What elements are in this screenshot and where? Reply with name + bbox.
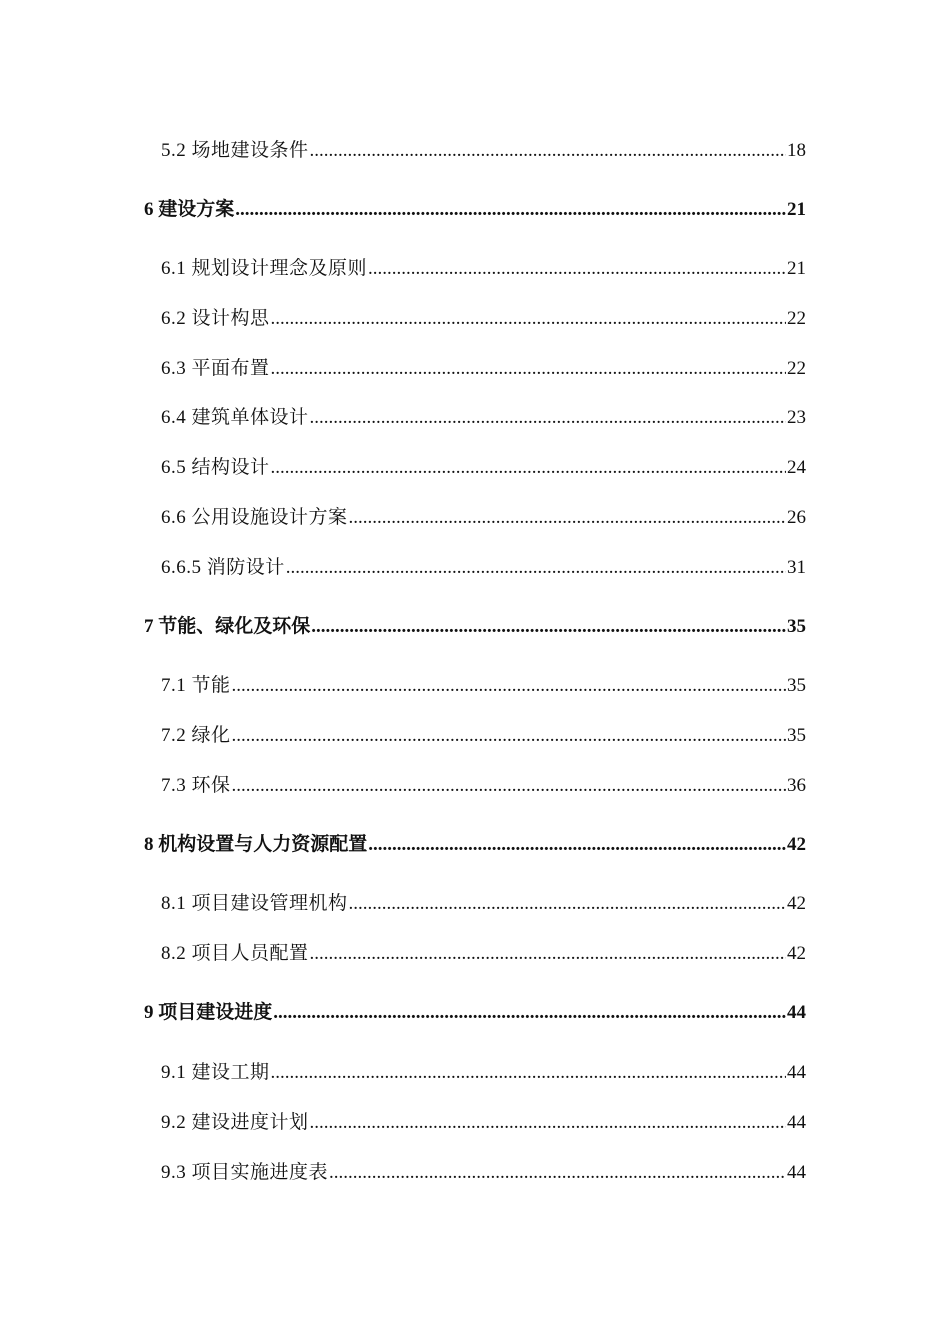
toc-entry-7-3[interactable] bbox=[161, 773, 806, 799]
dot-leader bbox=[329, 1160, 786, 1186]
dot-leader bbox=[273, 1000, 786, 1026]
toc-entry-7-1[interactable] bbox=[161, 673, 806, 699]
toc-entry-page: 23 bbox=[787, 407, 806, 428]
toc-entry-title: 6.3 平面布置 bbox=[161, 358, 270, 379]
toc-entry-title: 9.1 建设工期 bbox=[161, 1062, 270, 1083]
dot-leader bbox=[271, 455, 786, 481]
toc-entry-page: 44 bbox=[787, 1062, 806, 1083]
toc-entry-title: 7 节能、绿化及环保 bbox=[144, 616, 311, 637]
toc-entry-page: 24 bbox=[787, 457, 806, 478]
toc-entry-title: 9 项目建设进度 bbox=[144, 1002, 273, 1023]
toc-entry-6-6[interactable] bbox=[161, 505, 806, 531]
toc-entry-6-3[interactable] bbox=[161, 356, 806, 382]
toc-entry-9-3[interactable] bbox=[161, 1160, 806, 1186]
dot-leader bbox=[310, 138, 786, 164]
dot-leader bbox=[310, 405, 786, 431]
toc-entry-page: 44 bbox=[787, 1002, 806, 1023]
toc-entry-6-1[interactable] bbox=[161, 256, 806, 282]
toc-entry-title: 8 机构设置与人力资源配置 bbox=[144, 834, 368, 855]
toc-entry-page: 18 bbox=[787, 140, 806, 161]
toc-chapter-9[interactable] bbox=[144, 1000, 806, 1026]
toc-entry-title: 6 建设方案 bbox=[144, 199, 235, 220]
toc-entry-6-6-5[interactable] bbox=[161, 555, 806, 581]
dot-leader bbox=[232, 673, 786, 699]
toc-entry-page: 22 bbox=[787, 358, 806, 379]
toc-entry-page: 42 bbox=[787, 893, 806, 914]
dot-leader bbox=[235, 197, 786, 223]
toc-entry-page: 36 bbox=[787, 775, 806, 796]
toc-entry-title: 6.6.5 消防设计 bbox=[161, 557, 285, 578]
dot-leader bbox=[232, 723, 786, 749]
toc-entry-title: 7.3 环保 bbox=[161, 775, 231, 796]
toc-entry-title: 8.2 项目人员配置 bbox=[161, 943, 309, 964]
toc-entry-page: 22 bbox=[787, 308, 806, 329]
toc-entry-6-4[interactable] bbox=[161, 405, 806, 431]
dot-leader bbox=[271, 306, 786, 332]
dot-leader bbox=[368, 832, 786, 858]
toc-entry-8-1[interactable] bbox=[161, 891, 806, 917]
dot-leader bbox=[349, 891, 786, 917]
dot-leader bbox=[271, 356, 786, 382]
toc-entry-title: 7.2 绿化 bbox=[161, 725, 231, 746]
dot-leader bbox=[310, 941, 786, 967]
toc-chapter-6[interactable] bbox=[144, 197, 806, 223]
toc-entry-7-2[interactable] bbox=[161, 723, 806, 749]
dot-leader bbox=[311, 614, 786, 640]
dot-leader bbox=[349, 505, 786, 531]
toc-entry-title: 7.1 节能 bbox=[161, 675, 231, 696]
toc-entry-title: 6.2 设计构思 bbox=[161, 308, 270, 329]
toc-entry-6-2[interactable] bbox=[161, 306, 806, 332]
dot-leader bbox=[310, 1110, 786, 1136]
toc-entry-9-2[interactable] bbox=[161, 1110, 806, 1136]
toc-entry-title: 5.2 场地建设条件 bbox=[161, 140, 309, 161]
dot-leader bbox=[232, 773, 786, 799]
toc-entry-page: 42 bbox=[787, 943, 806, 964]
toc-chapter-8[interactable] bbox=[144, 832, 806, 858]
toc-entry-page: 42 bbox=[787, 834, 806, 855]
toc-entry-page: 44 bbox=[787, 1162, 806, 1183]
toc-entry-5-2[interactable] bbox=[161, 138, 806, 164]
toc-entry-title: 8.1 项目建设管理机构 bbox=[161, 893, 348, 914]
toc-entry-title: 9.3 项目实施进度表 bbox=[161, 1162, 329, 1183]
toc-entry-page: 21 bbox=[787, 258, 806, 279]
dot-leader bbox=[271, 1060, 786, 1086]
dot-leader bbox=[286, 555, 786, 581]
toc-entry-title: 6.5 结构设计 bbox=[161, 457, 270, 478]
toc-entry-title: 6.1 规划设计理念及原则 bbox=[161, 258, 368, 279]
toc-entry-page: 21 bbox=[787, 199, 806, 220]
dot-leader bbox=[368, 256, 786, 282]
toc-entry-page: 35 bbox=[787, 616, 806, 637]
toc-entry-9-1[interactable] bbox=[161, 1060, 806, 1086]
toc-chapter-7[interactable] bbox=[144, 614, 806, 640]
toc-entry-page: 26 bbox=[787, 507, 806, 528]
toc-entry-title: 9.2 建设进度计划 bbox=[161, 1112, 309, 1133]
toc-entry-title: 6.6 公用设施设计方案 bbox=[161, 507, 348, 528]
toc-entry-page: 44 bbox=[787, 1112, 806, 1133]
toc-entry-6-5[interactable] bbox=[161, 455, 806, 481]
toc-entry-page: 35 bbox=[787, 675, 806, 696]
toc-entry-page: 31 bbox=[787, 557, 806, 578]
toc-entry-title: 6.4 建筑单体设计 bbox=[161, 407, 309, 428]
toc-entry-8-2[interactable] bbox=[161, 941, 806, 967]
toc-entry-page: 35 bbox=[787, 725, 806, 746]
